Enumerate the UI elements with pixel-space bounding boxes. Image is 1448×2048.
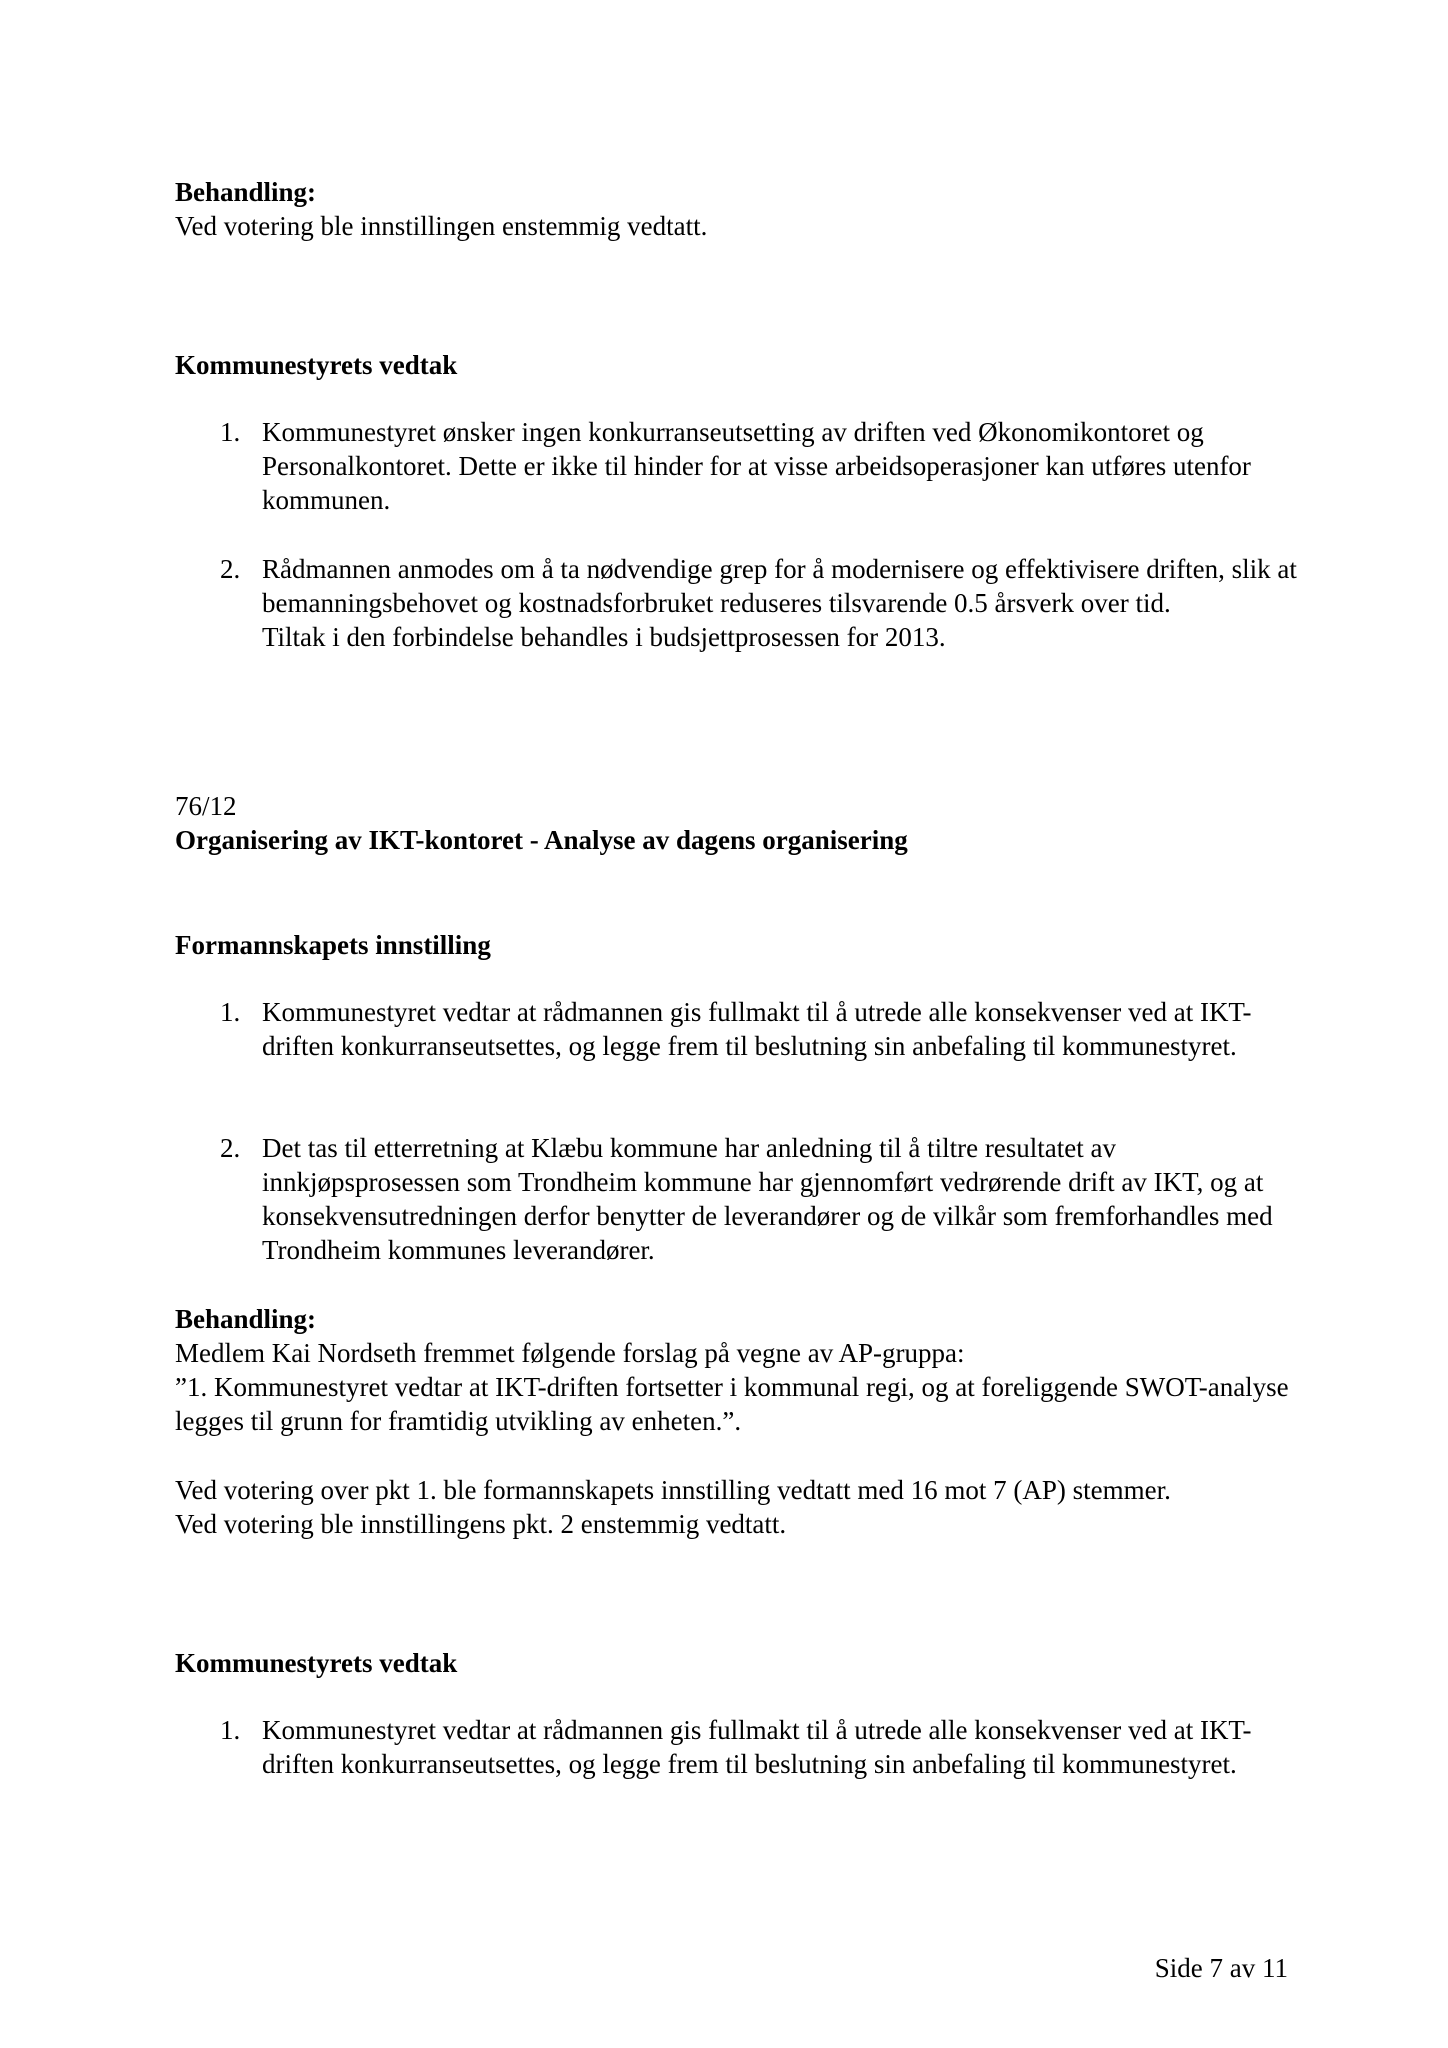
list-item <box>220 1713 1320 1781</box>
section-heading-behandling-2: Behandling: <box>175 1304 317 1334</box>
section-heading-vedtak-2: Kommunestyrets vedtak <box>175 1648 458 1678</box>
list-item-text-continued: Tiltak i den forbindelse behandles i budsjettprosessen for 2013. <box>262 622 946 652</box>
case-number: 76/12 <box>175 791 237 821</box>
list-item <box>220 995 1320 1063</box>
behandling-proposal-text: ”1. Kommunestyret vedtar at IKT-driften fortsetter i kommunal regi, og at foreliggende SWOT-analyse legges til grunn for framtidig utvikling av enheten.”. <box>175 1372 1289 1436</box>
section-heading-innstilling: Formannskapets innstilling <box>175 930 491 960</box>
list-item-text: Rådmannen anmodes om å ta nødvendige grep for å modernisere og effektivisere driften, slik at bemanningsbehovet og kostnadsforbruket reduseres tilsvarende 0.5 årsverk over tid. <box>262 554 1297 618</box>
behandling-vote-result-2: Ved votering ble innstillingens pkt. 2 enstemmig vedtatt. <box>175 1509 787 1539</box>
case-title: Organisering av IKT-kontoret - Analyse av dagens organisering <box>175 825 908 855</box>
list-item-number: 1. <box>220 1715 241 1745</box>
list-item <box>220 552 1320 654</box>
section-text-behandling-1: Ved votering ble innstillingen enstemmig vedtatt. <box>175 211 708 241</box>
list-item-number: 1. <box>220 417 241 447</box>
section-heading-vedtak-1: Kommunestyrets vedtak <box>175 350 458 380</box>
behandling-proposal-intro: Medlem Kai Nordseth fremmet følgende forslag på vegne av AP-gruppa: <box>175 1338 965 1368</box>
page-number: Side 7 av 11 <box>1154 1953 1288 1983</box>
list-item-text: Kommunestyret vedtar at rådmannen gis fullmakt til å utrede alle konsekvenser ved at IKT-driften konkurranseutsettes, og legge frem til beslutning sin anbefaling til kommunestyret. <box>262 997 1252 1061</box>
list-item-text: Kommunestyret ønsker ingen konkurranseutsetting av driften ved Økonomikontoret og Personalkontoret. Dette er ikke til hinder for at visse arbeidsoperasjoner kan utføres utenfor kommunen. <box>262 417 1251 515</box>
list-item-number: 2. <box>220 554 241 584</box>
list-item-text: Kommunestyret vedtar at rådmannen gis fullmakt til å utrede alle konsekvenser ved at IKT-driften konkurranseutsettes, og legge frem til beslutning sin anbefaling til kommunestyret. <box>262 1715 1252 1779</box>
behandling-vote-result-1: Ved votering over pkt 1. ble formannskapets innstilling vedtatt med 16 mot 7 (AP) stemmer. <box>175 1475 1171 1505</box>
list-item-number: 1. <box>220 997 241 1027</box>
list-item <box>220 1131 1320 1267</box>
list-item <box>220 415 1320 517</box>
list-item-text: Det tas til etterretning at Klæbu kommune har anledning til å tiltre resultatet av innkjøpsprosessen som Trondheim kommune har gjennomført vedrørende drift av IKT, og at konsekvensutredningen derfor benytter de leverandører og de vilkår som fremforhandles med Trondheim kommunes leverandører. <box>262 1133 1273 1265</box>
list-item-number: 2. <box>220 1133 241 1163</box>
section-heading-behandling-1: Behandling: <box>175 177 317 207</box>
